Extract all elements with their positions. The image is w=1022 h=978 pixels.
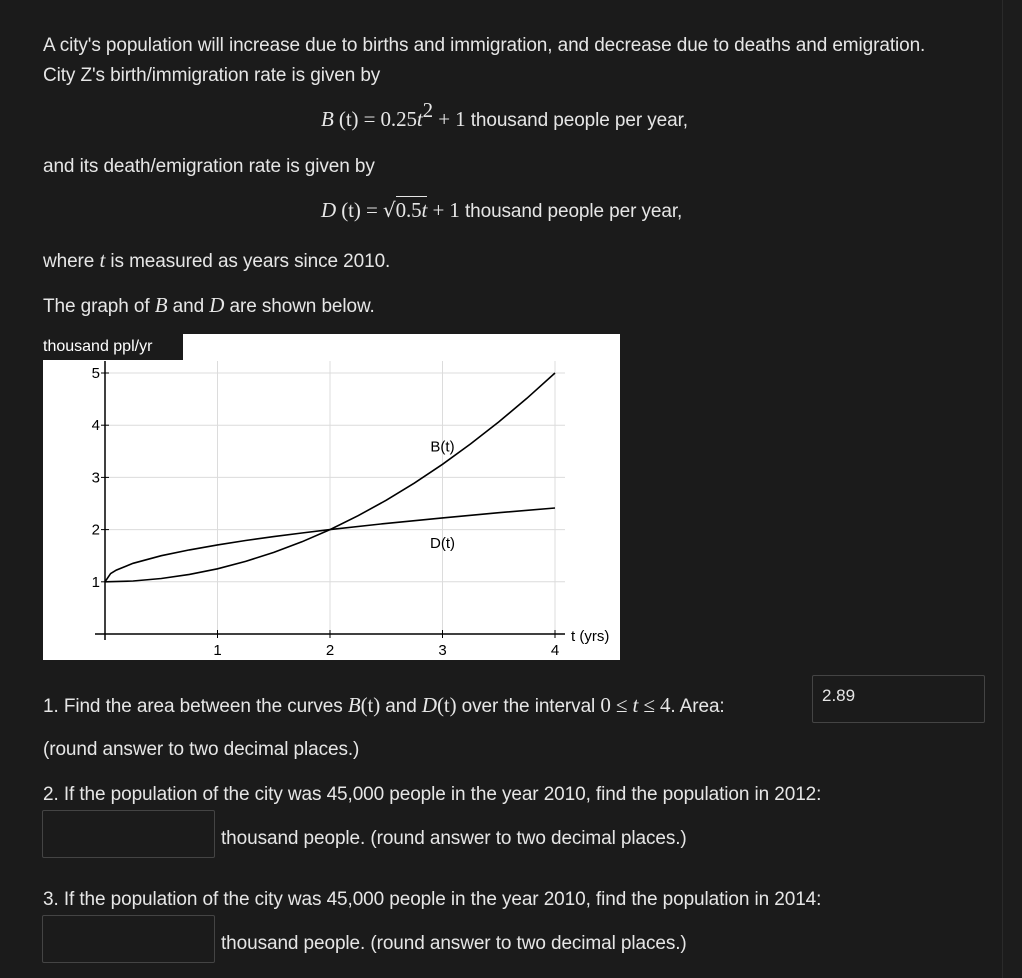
intro-between: and its death/emigration rate is given by [43, 156, 375, 177]
x-tick-label: 3 [438, 642, 447, 659]
q2-suffix: thousand people. (round answer to two decimal places.) [221, 828, 687, 849]
graph-pre: The graph of [43, 296, 150, 317]
d-function-name: D [321, 198, 337, 222]
x-tick-label: 4 [550, 642, 560, 659]
question-1 [43, 693, 725, 718]
question-2: 2. If the population of the city was 45,000 people in the year 2010, find the population in 2012: [43, 784, 822, 805]
label-d: D(t) [430, 534, 455, 552]
q1-b: B [347, 693, 361, 717]
graph-d: D [209, 293, 225, 317]
birth-rate-formula [321, 98, 688, 132]
where-pre: where [43, 251, 95, 272]
y-axis-title: thousand ppl/yr [43, 338, 153, 355]
d-constant: + 1 [432, 198, 460, 222]
b-equals: = 0.25 [363, 107, 417, 131]
d-argument: (t) [341, 198, 361, 222]
area-answer-value: 2.89 [822, 686, 856, 705]
y-tick-label: 1 [91, 573, 100, 591]
rate-graph [43, 334, 620, 660]
x-tick-label: 2 [325, 642, 335, 659]
b-variable: t [416, 107, 423, 131]
q1-d-arg: (t) [436, 693, 457, 717]
where-variable: t [99, 248, 106, 272]
graph-background [43, 334, 620, 660]
b-function-name: B [321, 107, 334, 131]
label-b: B(t) [430, 438, 455, 456]
q1-over: over the interval [461, 696, 596, 717]
intro-line-2: City Z's birth/immigration rate is given by [43, 65, 381, 86]
q3-suffix: thousand people. (round answer to two decimal places.) [221, 933, 687, 954]
x-axis-title: t (yrs) [571, 628, 610, 645]
q1-note: (round answer to two decimal places.) [43, 739, 360, 760]
question-3: 3. If the population of the city was 45,000 people in the year 2010, find the population in 2014: [43, 889, 822, 910]
sqrt-icon: √ [382, 198, 396, 222]
q1-interval-start: 0 ≤ [600, 693, 633, 717]
x-tick-label: 1 [213, 642, 222, 659]
q1-interval-end: ≤ 4 [638, 693, 671, 717]
b-argument: (t) [338, 107, 359, 131]
intro-line-1: A city's population will increase due to births and immigration, and decrease due to deaths and emigration. [43, 35, 926, 56]
death-rate-formula [321, 198, 682, 223]
b-units: thousand people per year, [470, 110, 688, 131]
d-radicand-number: 0.5 [395, 198, 422, 222]
q1-b-arg: (t) [360, 693, 381, 717]
graph-and: and [172, 296, 205, 317]
q1-pre: 1. Find the area between the curves [43, 696, 343, 717]
d-units: thousand people per year, [464, 201, 683, 222]
population-2012-input[interactable] [42, 810, 215, 858]
where-post: is measured as years since 2010. [110, 251, 391, 272]
q1-and: and [385, 696, 417, 717]
where-line [43, 248, 390, 273]
y-tick-label: 4 [91, 417, 100, 435]
graph-intro-line [43, 293, 375, 318]
area-answer-input[interactable] [812, 675, 985, 723]
graph-post: are shown below. [229, 296, 375, 317]
d-equals: = [365, 198, 378, 222]
b-exponent: 2 [422, 98, 434, 122]
y-tick-label: 2 [91, 521, 100, 539]
y-tick-label: 3 [91, 469, 100, 487]
d-radicand-variable: t [421, 198, 428, 222]
y-tick-label: 5 [91, 365, 100, 382]
d-radicand [396, 196, 428, 222]
q1-interval-variable: t [632, 693, 639, 717]
b-constant: + 1 [438, 107, 466, 131]
population-2014-input[interactable] [42, 915, 215, 963]
graph-b: B [154, 293, 168, 317]
q1-post: . Area: [670, 696, 725, 717]
q1-d: D [421, 693, 437, 717]
